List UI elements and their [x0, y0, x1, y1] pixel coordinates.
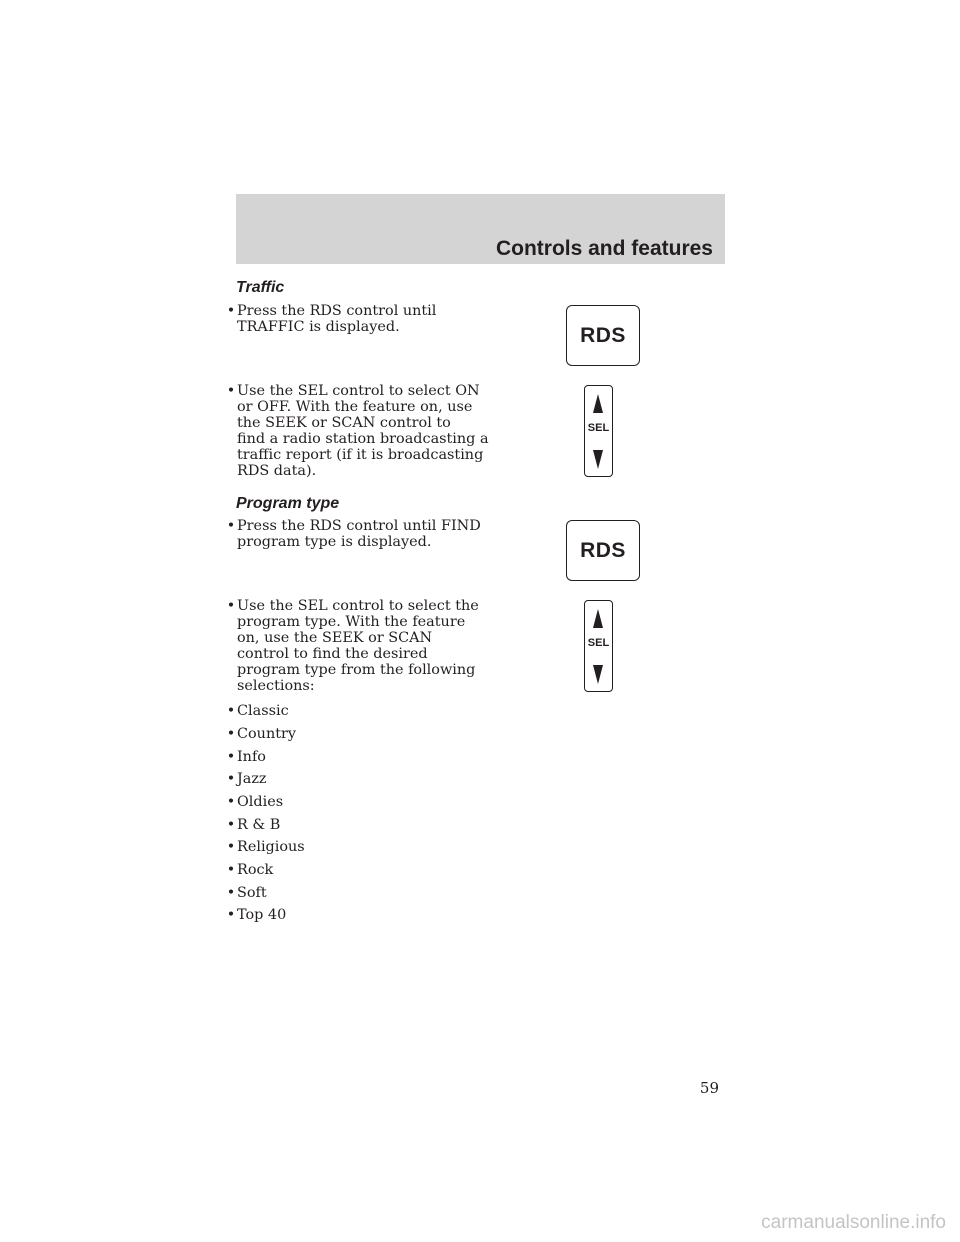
- bullet-icon: •: [226, 771, 236, 787]
- rds-button-label: RDS: [580, 323, 626, 347]
- list-item: [225, 383, 487, 479]
- list-item: [225, 726, 487, 742]
- list-item-line: traffic report (if it is broadcasting: [237, 447, 484, 463]
- rds-button-illustration: [566, 520, 640, 581]
- selection-label: Info: [237, 749, 266, 765]
- bullet-icon: •: [226, 885, 236, 901]
- bullet-icon: •: [226, 862, 236, 878]
- selection-label: Country: [237, 726, 297, 742]
- list-item-line: the SEEK or SCAN control to: [237, 415, 451, 431]
- bullet-icon: •: [226, 794, 236, 810]
- list-item-line: find a radio station broadcasting a: [237, 431, 489, 447]
- list-item-line: on, use the SEEK or SCAN: [237, 630, 433, 646]
- bullet-icon: •: [226, 817, 236, 833]
- list-item-line: program type from the following: [237, 662, 476, 678]
- list-item-line: program type. With the feature: [237, 614, 466, 630]
- selection-label: Soft: [237, 885, 267, 901]
- bullet-icon: •: [226, 907, 236, 923]
- bullet-icon: •: [226, 598, 236, 614]
- bullet-icon: •: [226, 303, 236, 319]
- list-item-line: TRAFFIC is displayed.: [237, 319, 400, 335]
- rds-button-illustration: [566, 305, 640, 366]
- list-item: [225, 771, 487, 787]
- list-item: [225, 794, 487, 810]
- list-item-line: Use the SEL control to select ON: [237, 383, 480, 399]
- selection-label: Rock: [237, 862, 274, 878]
- list-item: [225, 303, 487, 335]
- program-type-heading: Program type: [236, 495, 340, 512]
- list-item: [225, 598, 487, 694]
- list-item: [225, 703, 487, 719]
- bullet-icon: •: [226, 383, 236, 399]
- section-title: Controls and features: [495, 237, 713, 260]
- list-item: [225, 885, 487, 901]
- list-item-line: Press the RDS control until: [237, 303, 437, 319]
- traffic-heading: Traffic: [236, 279, 285, 296]
- list-item: [225, 839, 487, 855]
- bullet-icon: •: [226, 749, 236, 765]
- selection-label: R & B: [237, 817, 281, 833]
- selection-label: Classic: [237, 703, 289, 719]
- list-item: [225, 862, 487, 878]
- list-item-line: Use the SEL control to select the: [237, 598, 479, 614]
- selection-label: Top 40: [237, 907, 287, 923]
- watermark: carmanualsonline.info: [761, 1212, 946, 1233]
- page-number: 59: [699, 1079, 719, 1097]
- rds-button-label: RDS: [580, 538, 626, 562]
- sel-button-illustration: [584, 600, 613, 692]
- sel-button-illustration: [584, 385, 613, 477]
- list-item-line: selections:: [237, 678, 315, 694]
- bullet-icon: •: [226, 839, 236, 855]
- list-item: [225, 749, 487, 765]
- sel-button-label: SEL: [587, 422, 610, 434]
- list-item-line: Press the RDS control until FIND: [237, 518, 481, 534]
- selection-label: Jazz: [237, 771, 267, 787]
- sel-button-label: SEL: [587, 637, 610, 649]
- list-item-line: control to find the desired: [237, 646, 428, 662]
- bullet-icon: •: [226, 518, 236, 534]
- bullet-icon: •: [226, 726, 236, 742]
- list-item-line: program type is displayed.: [237, 534, 432, 550]
- list-item-line: RDS data).: [237, 463, 317, 479]
- list-item: [225, 817, 487, 833]
- section-header-band: [236, 194, 725, 264]
- list-item: [225, 518, 487, 550]
- list-item: [225, 907, 487, 923]
- selection-label: Religious: [237, 839, 305, 855]
- selection-label: Oldies: [237, 794, 284, 810]
- list-item-line: or OFF. With the feature on, use: [237, 399, 473, 415]
- bullet-icon: •: [226, 703, 236, 719]
